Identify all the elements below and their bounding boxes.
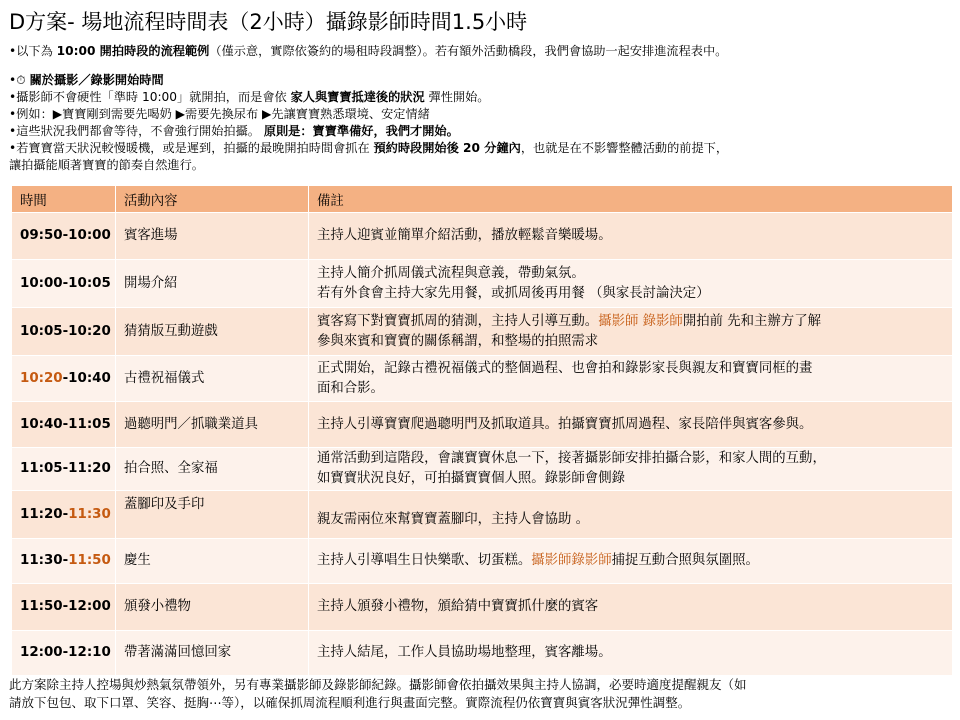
bold-text: 原則是：寶寶準備好，我們才開始。: [263, 124, 459, 138]
header-note: 備註: [309, 186, 953, 213]
note-highlight: 攝影師 錄影師: [598, 313, 683, 329]
table-row: [12, 260, 953, 308]
note-cell: [309, 260, 953, 308]
note-text: 主持人引導寶寶爬過聰明門及抓取道具。拍攝寶寶抓周過程、家長陪伴與賓客參與。: [317, 416, 813, 432]
note-cell: [309, 308, 953, 356]
activity-cell: 古禮祝福儀式: [116, 356, 309, 402]
time-text: 11:30-: [20, 553, 69, 568]
time-highlight: 11:30: [68, 506, 111, 522]
text: •攝影師不會硬性「準時 10:00」就開拍，而是會依: [9, 90, 291, 104]
header-time: 時間: [12, 186, 116, 213]
intro-line: •例如：▶寶寶剛到需要先喝奶 ▶需要先換尿布 ▶先讓寶寶熟悉環境、安定情緒: [9, 107, 430, 121]
activity-cell: 開場介紹: [116, 260, 309, 308]
page-title: D方案- 場地流程時間表（2小時）攝錄影師時間1.5小時: [9, 10, 528, 34]
time-cell: [12, 402, 116, 448]
intro-notes: [9, 43, 949, 174]
note-line: 若有外食會主持大家先用餐，或抓周後再用餐 （與家長討論決定）: [317, 285, 710, 301]
table-row: [12, 539, 953, 584]
note-line: [317, 551, 944, 571]
time-highlight: 11:50: [68, 553, 111, 568]
bold-text: 10:00 開拍時段的流程範例: [56, 44, 210, 58]
note-cell: [309, 584, 953, 631]
note-cell: [309, 539, 953, 584]
note-line: 面和合影。: [317, 380, 384, 396]
text: 彈性開始。: [424, 90, 490, 104]
note-line: [317, 597, 944, 617]
footer-note: [9, 676, 949, 712]
activity-cell: 猜猜版互動遊戲: [116, 308, 309, 356]
note-line: [317, 449, 944, 469]
intro-line: [9, 89, 949, 106]
note-cell: [309, 356, 953, 402]
time-cell: [12, 584, 116, 631]
note-line: 如寶寶狀況良好，可拍攝寶寶個人照。錄影師會側錄: [317, 471, 625, 486]
note-line: [317, 643, 944, 663]
time-text: 10:40-11:05: [20, 416, 111, 432]
note-text: 賓客寫下對寶寶抓周的猜測，主持人引導互動。: [317, 313, 599, 329]
text: （僅示意，實際依簽約的場租時段調整）。若有額外活動橋段，我們會協助一起安排進流程表中。: [209, 44, 728, 58]
time-cell: [12, 308, 116, 356]
time-text: 11:20-: [20, 506, 69, 522]
time-text: 12:00-12:10: [20, 645, 111, 660]
time-cell: [12, 213, 116, 260]
stopwatch-icon: •⏱: [9, 73, 30, 87]
activity-cell: 蓋腳印及手印: [116, 491, 309, 539]
note-line: [317, 510, 944, 530]
time-highlight: 10:20: [20, 370, 63, 386]
time-cell: [12, 448, 116, 491]
activity-cell: 過聽明門／抓職業道具: [116, 402, 309, 448]
time-text: 11:05-11:20: [20, 461, 111, 476]
note-text: 主持人頒發小禮物，頒給猜中寶寶抓什麼的賓客: [317, 599, 599, 614]
table-row: [12, 308, 953, 356]
note-text: 主持人簡介抓周儀式流程與意義，帶動氣氛。: [317, 265, 585, 281]
note-text: 開拍前 先和主辦方了解: [682, 313, 821, 329]
note-cell: [309, 491, 953, 539]
bold-text: 家人與寶寶抵達後的狀況: [290, 90, 425, 104]
intro-line: 讓拍攝能順著寶寶的節奏自然進行。: [9, 158, 204, 172]
note-text: 捕捉互動合照與氛圍照。: [611, 553, 759, 568]
bold-text: 預約時段開始後 20 分鐘內: [373, 141, 521, 155]
time-cell: [12, 491, 116, 539]
schedule-table: [11, 185, 953, 676]
time-cell: [12, 260, 116, 308]
time-text: 10:05-10:20: [20, 323, 111, 339]
bold-text: 關於攝影／錄影開始時間: [29, 73, 164, 87]
table-row: [12, 213, 953, 260]
note-text: 主持人引導唱生日快樂歌、切蛋糕。: [317, 553, 532, 568]
time-cell: [12, 631, 116, 676]
note-cell: [309, 631, 953, 676]
table-row: [12, 584, 953, 631]
note-line: [317, 264, 944, 284]
note-line: 參與來賓和寶寶的關係稱謂，和整場的拍照需求: [317, 333, 599, 349]
header-activity: 活動內容: [116, 186, 309, 213]
table-row: [12, 491, 953, 539]
time-text: -10:40: [62, 370, 111, 386]
table-row: [12, 448, 953, 491]
text: •以下為: [9, 44, 57, 58]
note-text: 正式開始，記錄古禮祝福儀式的整個過程、也會拍和錄影家長與親友和寶寶同框的畫: [317, 360, 813, 376]
note-text: 親友需兩位來幫寶寶蓋腳印，主持人會協助 。: [317, 512, 590, 527]
text: •若寶寶當天狀況較慢暖機，或是遲到，拍攝的最晚開拍時間會抓在: [9, 141, 374, 155]
text: ，也就是在不影響整體活動的前提下，: [520, 141, 729, 155]
note-line: [317, 415, 944, 435]
intro-line: [9, 123, 949, 140]
note-line: [317, 312, 944, 332]
footer-line: 此方案除主持人控場與炒熱氣氛帶領外，另有專業攝影師及錄影師紀錄。攝影師會依拍攝效果與主持人協調，必要時適度提醒親友（如: [9, 677, 747, 692]
note-text: 通常活動到這階段，會讓寶寶休息一下，接著攝影師安排拍攝合影，和家人間的互動，: [317, 451, 826, 466]
activity-cell: 拍合照、全家福: [116, 448, 309, 491]
time-text: 09:50-10:00: [20, 228, 111, 243]
activity-cell: 帶著滿滿回憶回家: [116, 631, 309, 676]
note-highlight: 攝影師錄影師: [531, 553, 612, 568]
activity-cell: 頒發小禮物: [116, 584, 309, 631]
intro-line: [9, 140, 949, 157]
time-text: 10:00-10:05: [20, 275, 111, 291]
note-cell: [309, 448, 953, 491]
section-heading: [9, 72, 949, 89]
note-line: [317, 226, 944, 246]
note-cell: [309, 213, 953, 260]
note-text: 主持人迎賓並簡單介紹活動，播放輕鬆音樂暖場。: [317, 228, 612, 243]
time-cell: [12, 539, 116, 584]
note-text: 主持人結尾，工作人員協助場地整理，賓客離場。: [317, 645, 612, 660]
text: •這些狀況我們都會等待，不會強行開始拍攝。: [9, 124, 264, 138]
table-row: [12, 402, 953, 448]
activity-cell: 賓客進場: [116, 213, 309, 260]
time-text: 11:50-12:00: [20, 599, 111, 614]
footer-line: 請放下包包、取下口罩、笑容、挺胸⋯等），以確保抓周流程順利進行與畫面完整。實際流程仍依寶寶與賓客狀況彈性調整。: [9, 695, 691, 710]
table-row: [12, 631, 953, 676]
activity-cell: 慶生: [116, 539, 309, 584]
note-line: [317, 359, 944, 379]
note-cell: [309, 402, 953, 448]
intro-line: [9, 43, 949, 60]
table-row: [12, 356, 953, 402]
table-header-row: [12, 186, 953, 213]
time-cell: [12, 356, 116, 402]
